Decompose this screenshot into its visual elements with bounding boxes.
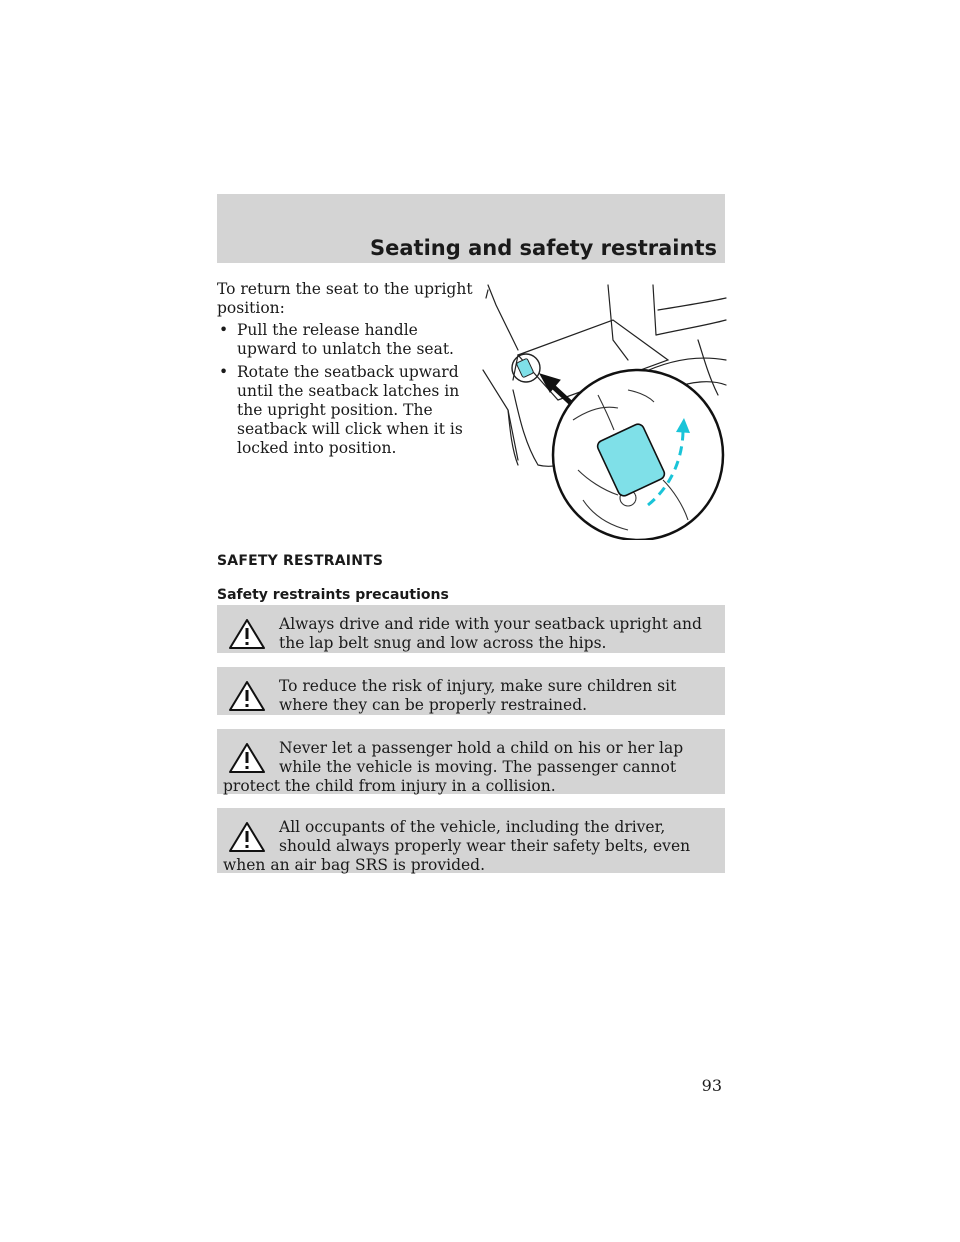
list-item <box>217 321 479 359</box>
warning-text: To reduce the risk of injury, make sure children sit where they can be properly restrained. <box>279 677 677 714</box>
bullet-icon: • <box>219 321 229 339</box>
section-heading: SAFETY RESTRAINTS <box>217 553 384 569</box>
warning-triangle-icon <box>227 741 267 775</box>
instruction-list <box>217 321 479 462</box>
seat-release-illustration <box>478 280 728 540</box>
list-item-text: Rotate the seatback upward until the seatback latches in the upright position. The seatback will click when it is locked into position. <box>237 363 463 457</box>
warning-triangle-icon <box>227 617 267 651</box>
header-band <box>217 194 725 263</box>
warning-text: All occupants of the vehicle, including the driver, should always properly wear their safety belts, even when an air bag SRS is provided. <box>223 818 691 874</box>
warning-box <box>217 667 725 715</box>
intro-text: To return the seat to the upright position: <box>217 280 473 317</box>
page-number: 93 <box>701 1076 722 1095</box>
warning-triangle-icon <box>227 820 267 854</box>
warning-text: Never let a passenger hold a child on his or her lap while the vehicle is moving. The passenger cannot protect the child from injury in a collision. <box>223 739 684 795</box>
list-item <box>217 363 479 458</box>
warning-triangle-icon <box>227 679 267 713</box>
warning-box <box>217 605 725 653</box>
warning-box <box>217 808 725 873</box>
list-item-text: Pull the release handle upward to unlatch the seat. <box>237 321 454 358</box>
warning-text: Always drive and ride with your seatback upright and the lap belt snug and low across the hips. <box>279 615 702 652</box>
section-subheading: Safety restraints precautions <box>217 587 449 603</box>
warning-box <box>217 729 725 794</box>
section-title: Seating and safety restraints <box>370 236 717 260</box>
bullet-icon: • <box>219 363 229 381</box>
